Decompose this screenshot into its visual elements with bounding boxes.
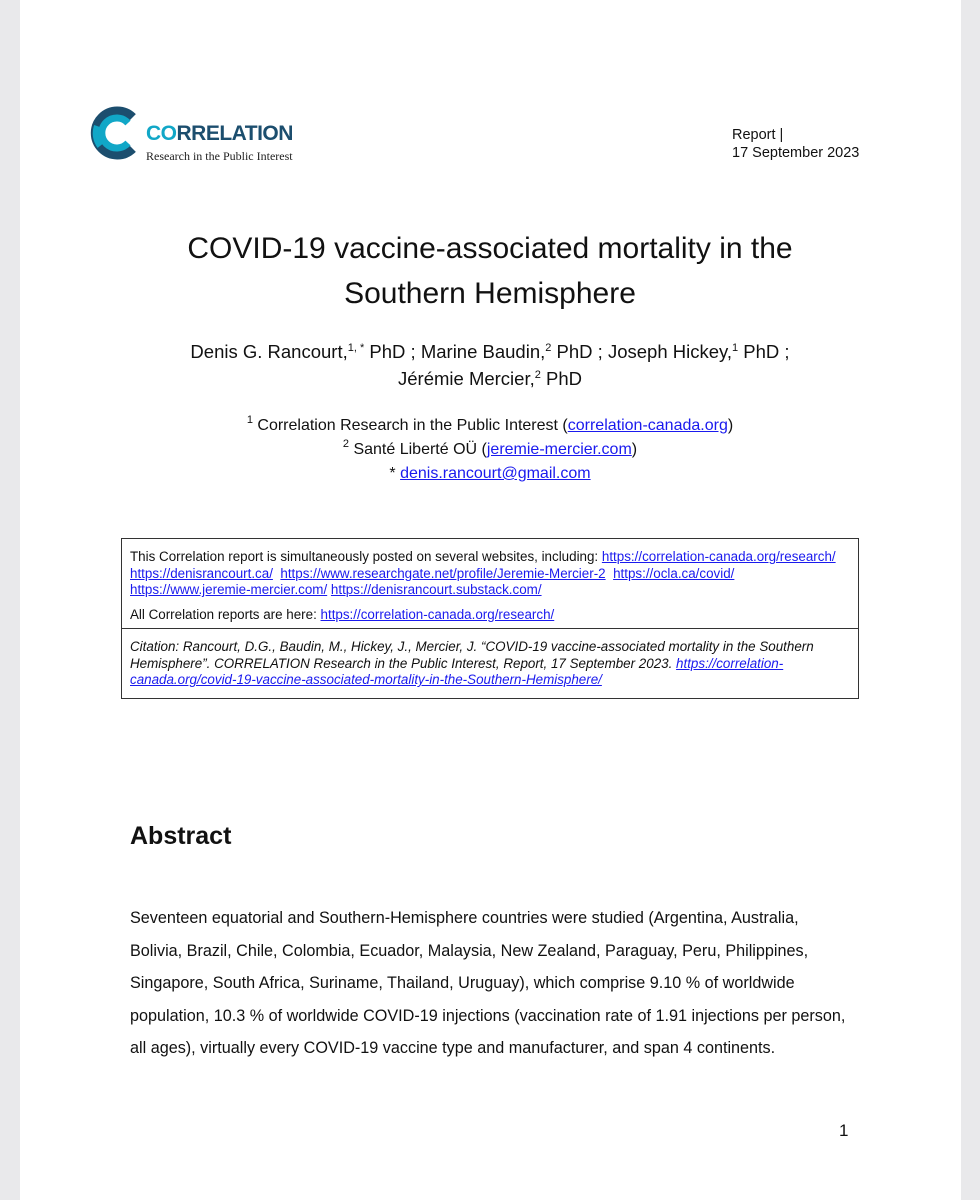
posting-sites: This Correlation report is simultaneously posted on several websites, including: https://correlation-canada.org/research/ https://denisrancourt.ca/ https://www.researchgate.net/profile/Jeremie-Mercier-2 https://ocla.ca/covid/ https://www.jeremie-mercier.com/ https://denisrancourt.substack.com/ bbox=[130, 549, 836, 597]
title-line-2: Southern Hemisphere bbox=[344, 277, 636, 310]
author-name: Denis G. Rancourt, bbox=[190, 341, 348, 362]
correlation-c-logo-icon bbox=[88, 104, 146, 162]
abstract-body: Seventeen equatorial and Southern-Hemisphere countries were studied (Argentina, Australia, Bolivia, Brazil, Chile, Colombia, Ecuador, Malaysia, New Zealand, Paraguay, Peru, Philippines, Singapore, South Africa, Suriname, Thailand, Uruguay), which comprise 9.10 % of worldwide population, 10.3 % of worldwide COVID-19 injections (vaccination rate of 1.91 injections per person, all ages), virtually every COVID-19 vaccine type and manufacturer, and span 4 continents. bbox=[130, 909, 846, 1057]
report-label: Report | bbox=[732, 127, 784, 143]
author-affiliation-marker: 1, * bbox=[347, 342, 365, 354]
author-degree: PhD ; bbox=[738, 341, 790, 362]
site-link-jeremie-mercier[interactable]: https://www.jeremie-mercier.com/ bbox=[130, 582, 328, 597]
logo-tagline: Research in the Public Interest bbox=[146, 149, 293, 163]
author-affiliation-marker: 2 bbox=[534, 369, 541, 381]
author-degree: PhD bbox=[540, 368, 582, 389]
author-degree: PhD ; bbox=[551, 341, 608, 362]
correlation-logo bbox=[88, 104, 318, 168]
site-link-ocla[interactable]: https://ocla.ca/covid/ bbox=[613, 565, 735, 581]
site-link-denisrancourt[interactable]: https://denisrancourt.ca/ bbox=[130, 565, 273, 581]
affiliation-1-link[interactable]: correlation-canada.org bbox=[567, 417, 728, 434]
posting-info-box bbox=[121, 538, 859, 699]
affiliations bbox=[60, 414, 920, 486]
abstract-heading: Abstract bbox=[130, 822, 232, 850]
site-link-substack[interactable]: https://denisrancourt.substack.com/ bbox=[330, 582, 542, 597]
affiliation-2: $^2$ Santé Liberté OÜ (jeremie-mercier.com) bbox=[342, 438, 638, 458]
affiliation-2-link[interactable]: jeremie-mercier.com bbox=[486, 441, 632, 458]
author-degree: PhD ; bbox=[364, 341, 421, 362]
document-title bbox=[60, 226, 920, 316]
citation: Citation: Rancourt, D.G., Baudin, M., Hickey, J., Mercier, J. “COVID-19 vaccine-associated mortality in the Southern Hemisphere”. CORRELATION Research in the Public Interest, Report, 17 September 2023. https://correlation-canada.org/covid-19-vaccine-associated-mortality-in-the-Southern-Hemisphere/ bbox=[122, 628, 858, 698]
author-name: Marine Baudin, bbox=[420, 341, 546, 362]
authors-line-2 bbox=[60, 365, 920, 392]
author-name: Jérémie Mercier, bbox=[398, 368, 535, 389]
site-link-correlation[interactable]: https://correlation-canada.org/research/ bbox=[601, 549, 836, 564]
site-link-researchgate[interactable]: https://www.researchgate.net/profile/Jeremie-Mercier-2 bbox=[280, 565, 606, 581]
report-meta bbox=[732, 126, 859, 162]
logo-wordmark: CORRELATION bbox=[146, 122, 293, 145]
document-page bbox=[20, 0, 961, 1200]
all-reports: All Correlation reports are here: https://correlation-canada.org/research/ bbox=[130, 606, 555, 622]
citation-link[interactable]: https://correlation-canada.org/covid-19-vaccine-associated-mortality-in-the-Southern-Hemisphere/ bbox=[130, 655, 784, 687]
author-name: Joseph Hickey, bbox=[607, 341, 733, 362]
title-line-1: COVID-19 vaccine-associated mortality in the bbox=[187, 232, 793, 265]
report-date: 17 September 2023 bbox=[732, 145, 860, 161]
viewer-background bbox=[961, 0, 980, 1200]
page-number: 1 bbox=[839, 1121, 849, 1140]
email-link[interactable]: denis.rancourt@gmail.com bbox=[400, 465, 591, 482]
authors-line-1 bbox=[60, 338, 920, 365]
corresponding-email: * denis.rancourt@gmail.com bbox=[389, 465, 591, 482]
all-reports-link[interactable]: https://correlation-canada.org/research/ bbox=[320, 606, 555, 622]
affiliation-1: $^1$ Correlation Research in the Public Interest (correlation-canada.org) bbox=[246, 414, 734, 434]
author-list bbox=[60, 338, 920, 392]
author-affiliation-marker: 2 bbox=[545, 342, 552, 354]
author-affiliation-marker: 1 bbox=[732, 342, 739, 354]
